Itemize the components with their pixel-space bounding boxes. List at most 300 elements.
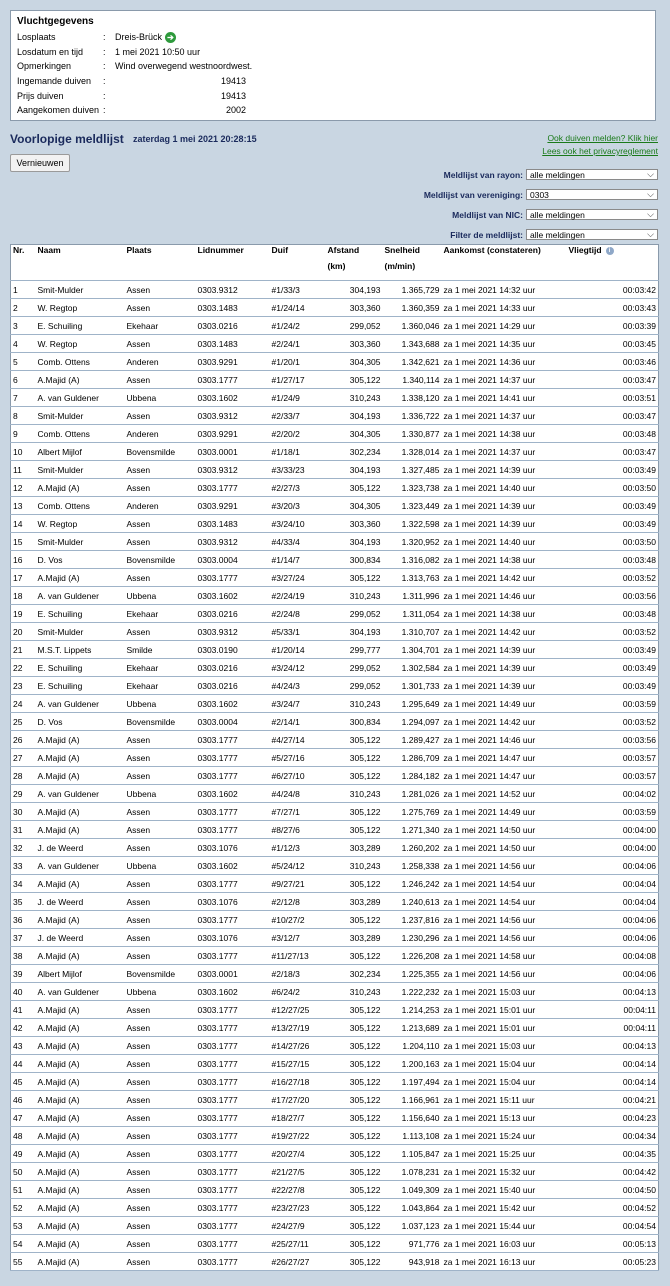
cell-lidnummer: 0303.1777	[196, 1109, 270, 1127]
cell-aankomst: za 1 mei 2021 14:39 uur	[442, 659, 567, 677]
cell-nr: 55	[11, 1253, 36, 1271]
cell-plaats: Assen	[125, 1145, 196, 1163]
cell-vliegtijd: 00:03:59	[567, 695, 659, 713]
table-row[interactable]	[11, 641, 659, 659]
cell-snelheid: 1.365,729	[383, 281, 442, 299]
cell-vliegtijd: 00:04:06	[567, 965, 659, 983]
cell-aankomst: za 1 mei 2021 14:33 uur	[442, 299, 567, 317]
table-row[interactable]	[11, 947, 659, 965]
table-row[interactable]	[11, 1217, 659, 1235]
cell-plaats: Assen	[125, 1073, 196, 1091]
cell-plaats: Assen	[125, 1235, 196, 1253]
cell-snelheid: 1.294,097	[383, 713, 442, 731]
col-vliegtijd[interactable]	[567, 245, 659, 281]
info-row-aangekomen	[17, 103, 649, 118]
cell-naam: Comb. Ottens	[36, 425, 125, 443]
cell-aankomst: za 1 mei 2021 14:38 uur	[442, 551, 567, 569]
cell-duif: #3/12/7	[270, 929, 326, 947]
cell-naam: A.Majid (A)	[36, 1145, 125, 1163]
cell-duif: #1/20/1	[270, 353, 326, 371]
cell-nr: 11	[11, 461, 36, 479]
info-colon: :	[103, 76, 106, 87]
info-value: 1 mei 2021 10:50 uur	[115, 46, 201, 57]
cell-lidnummer: 0303.1777	[196, 569, 270, 587]
cell-afstand: 305,122	[326, 947, 383, 965]
cell-nr: 13	[11, 497, 36, 515]
cell-aankomst: za 1 mei 2021 14:40 uur	[442, 479, 567, 497]
table-row[interactable]	[11, 983, 659, 1001]
cell-duif: #11/27/13	[270, 947, 326, 965]
table-row[interactable]	[11, 713, 659, 731]
cell-plaats: Bovensmilde	[125, 443, 196, 461]
cell-afstand: 305,122	[326, 1253, 383, 1271]
table-row[interactable]	[11, 965, 659, 983]
table-row[interactable]	[11, 1073, 659, 1091]
table-header-row	[11, 245, 659, 281]
col-naam[interactable]: Naam	[37, 245, 61, 255]
table-row[interactable]	[11, 1019, 659, 1037]
table-row[interactable]	[11, 461, 659, 479]
filter-label: Meldlijst van NIC:	[452, 209, 523, 220]
cell-aankomst: za 1 mei 2021 14:37 uur	[442, 371, 567, 389]
table-row[interactable]	[11, 623, 659, 641]
cell-vliegtijd: 00:03:39	[567, 317, 659, 335]
cell-duif: #1/27/17	[270, 371, 326, 389]
table-row[interactable]	[11, 803, 659, 821]
cell-vliegtijd: 00:03:45	[567, 335, 659, 353]
cell-nr: 37	[11, 929, 36, 947]
cell-snelheid: 1.320,952	[383, 533, 442, 551]
chevron-down-icon: ⌵	[647, 169, 654, 179]
cell-afstand: 305,122	[326, 1145, 383, 1163]
table-row[interactable]	[11, 605, 659, 623]
table-row[interactable]	[11, 1199, 659, 1217]
cell-lidnummer: 0303.1777	[196, 1253, 270, 1271]
cell-duif: #15/27/15	[270, 1055, 326, 1073]
cell-vliegtijd: 00:05:13	[567, 1235, 659, 1253]
cell-vliegtijd: 00:03:48	[567, 425, 659, 443]
cell-naam: W. Regtop	[36, 515, 125, 533]
cell-aankomst: za 1 mei 2021 15:01 uur	[442, 1001, 567, 1019]
cell-lidnummer: 0303.9291	[196, 425, 270, 443]
col-plaats[interactable]: Plaats	[126, 245, 152, 255]
cell-snelheid: 1.049,309	[383, 1181, 442, 1199]
cell-nr: 43	[11, 1037, 36, 1055]
cell-vliegtijd: 00:03:49	[567, 641, 659, 659]
cell-duif: #1/24/14	[270, 299, 326, 317]
cell-aankomst: za 1 mei 2021 14:47 uur	[442, 767, 567, 785]
cell-plaats: Anderen	[125, 497, 196, 515]
cell-vliegtijd: 00:03:56	[567, 731, 659, 749]
cell-afstand: 305,122	[326, 1181, 383, 1199]
cell-nr: 17	[11, 569, 36, 587]
table-row[interactable]	[11, 929, 659, 947]
cell-snelheid: 1.322,598	[383, 515, 442, 533]
cell-afstand: 305,122	[326, 1217, 383, 1235]
cell-lidnummer: 0303.0004	[196, 551, 270, 569]
cell-duif: #26/27/27	[270, 1253, 326, 1271]
table-row[interactable]	[11, 1235, 659, 1253]
cell-vliegtijd: 00:03:47	[567, 371, 659, 389]
cell-snelheid: 1.311,054	[383, 605, 442, 623]
table-row[interactable]	[11, 821, 659, 839]
cell-afstand: 305,122	[326, 1073, 383, 1091]
cell-afstand: 310,243	[326, 695, 383, 713]
table-row[interactable]	[11, 1253, 659, 1271]
cell-afstand: 305,122	[326, 1199, 383, 1217]
cell-aankomst: za 1 mei 2021 14:58 uur	[442, 947, 567, 965]
table-row[interactable]	[11, 677, 659, 695]
cell-snelheid: 1.237,816	[383, 911, 442, 929]
meldlijst-select[interactable]	[526, 229, 658, 240]
cell-naam: A.Majid (A)	[36, 1127, 125, 1145]
cell-snelheid: 1.330,877	[383, 425, 442, 443]
cell-nr: 6	[11, 371, 36, 389]
info-label: Losdatum en tijd	[17, 46, 84, 57]
table-row[interactable]	[11, 1001, 659, 1019]
filter-nic	[452, 208, 658, 221]
cell-lidnummer: 0303.1602	[196, 857, 270, 875]
cell-aankomst: za 1 mei 2021 14:40 uur	[442, 533, 567, 551]
cell-duif: #5/27/16	[270, 749, 326, 767]
cell-plaats: Assen	[125, 1019, 196, 1037]
col-aankomst[interactable]: Aankomst (constateren)	[443, 245, 541, 255]
cell-afstand: 299,052	[326, 317, 383, 335]
cell-lidnummer: 0303.1777	[196, 1235, 270, 1253]
cell-duif: #13/27/19	[270, 1019, 326, 1037]
col-nr[interactable]: Nr.	[13, 245, 25, 255]
info-label: Opmerkingen	[17, 61, 72, 72]
cell-naam: W. Regtop	[36, 299, 125, 317]
col-lidnummer[interactable]: Lidnummer	[197, 245, 244, 255]
cell-lidnummer: 0303.9312	[196, 461, 270, 479]
cell-nr: 36	[11, 911, 36, 929]
cell-snelheid: 1.295,649	[383, 695, 442, 713]
filter-meldlijst	[450, 228, 658, 241]
table-row[interactable]	[11, 1145, 659, 1163]
table-row[interactable]	[11, 317, 659, 335]
table-row[interactable]	[11, 533, 659, 551]
cell-plaats: Anderen	[125, 425, 196, 443]
cell-lidnummer: 0303.1777	[196, 1217, 270, 1235]
table-row[interactable]	[11, 1163, 659, 1181]
cell-vliegtijd: 00:04:02	[567, 785, 659, 803]
table-row[interactable]	[11, 335, 659, 353]
filter-label: Meldlijst van vereniging:	[423, 189, 523, 200]
info-row-losdatum	[17, 45, 649, 60]
nic-select[interactable]	[526, 209, 658, 220]
cell-lidnummer: 0303.1602	[196, 983, 270, 1001]
col-snelheid[interactable]	[383, 245, 442, 281]
cell-lidnummer: 0303.1602	[196, 695, 270, 713]
cell-aankomst: za 1 mei 2021 14:47 uur	[442, 749, 567, 767]
cell-snelheid: 1.316,082	[383, 551, 442, 569]
cell-duif: #2/24/1	[270, 335, 326, 353]
cell-nr: 33	[11, 857, 36, 875]
cell-vliegtijd: 00:04:54	[567, 1217, 659, 1235]
cell-snelheid: 1.213,689	[383, 1019, 442, 1037]
cell-plaats: Assen	[125, 281, 196, 299]
privacy-link[interactable]: Lees ook het privacyreglement	[542, 146, 658, 156]
cell-snelheid: 1.311,996	[383, 587, 442, 605]
cell-duif: #1/18/1	[270, 443, 326, 461]
cell-snelheid: 1.323,449	[383, 497, 442, 515]
cell-naam: A.Majid (A)	[36, 1235, 125, 1253]
losplaats-value: Dreis-Brück	[115, 31, 163, 42]
cell-afstand: 305,122	[326, 479, 383, 497]
arrow-right-icon[interactable]: ➔	[165, 32, 176, 43]
cell-plaats: Assen	[125, 461, 196, 479]
cell-duif: #23/27/23	[270, 1199, 326, 1217]
cell-duif: #24/27/9	[270, 1217, 326, 1235]
cell-duif: #17/27/20	[270, 1091, 326, 1109]
cell-snelheid: 1.336,722	[383, 407, 442, 425]
cell-snelheid: 1.214,253	[383, 1001, 442, 1019]
cell-afstand: 304,193	[326, 623, 383, 641]
table-row[interactable]	[11, 911, 659, 929]
cell-aankomst: za 1 mei 2021 14:32 uur	[442, 281, 567, 299]
cell-vliegtijd: 00:04:35	[567, 1145, 659, 1163]
cell-lidnummer: 0303.0001	[196, 443, 270, 461]
cell-duif: #6/24/2	[270, 983, 326, 1001]
cell-vliegtijd: 00:03:59	[567, 803, 659, 821]
table-row[interactable]	[11, 1055, 659, 1073]
table-row[interactable]	[11, 1109, 659, 1127]
cell-aankomst: za 1 mei 2021 14:50 uur	[442, 839, 567, 857]
table-row[interactable]	[11, 407, 659, 425]
cell-afstand: 305,122	[326, 749, 383, 767]
cell-afstand: 303,360	[326, 299, 383, 317]
cell-naam: Comb. Ottens	[36, 353, 125, 371]
cell-plaats: Ubbena	[125, 983, 196, 1001]
table-row[interactable]	[11, 551, 659, 569]
cell-vliegtijd: 00:03:46	[567, 353, 659, 371]
cell-duif: #2/24/19	[270, 587, 326, 605]
cell-snelheid: 1.310,707	[383, 623, 442, 641]
cell-plaats: Assen	[125, 749, 196, 767]
cell-nr: 34	[11, 875, 36, 893]
table-row[interactable]	[11, 497, 659, 515]
cell-aankomst: za 1 mei 2021 14:39 uur	[442, 497, 567, 515]
cell-afstand: 299,052	[326, 677, 383, 695]
table-row[interactable]	[11, 695, 659, 713]
table-row[interactable]	[11, 893, 659, 911]
table-row[interactable]	[11, 731, 659, 749]
cell-aankomst: za 1 mei 2021 15:24 uur	[442, 1127, 567, 1145]
table-row[interactable]	[11, 569, 659, 587]
select-value: alle meldingen	[530, 230, 585, 240]
cell-nr: 39	[11, 965, 36, 983]
cell-plaats: Smilde	[125, 641, 196, 659]
cell-afstand: 299,777	[326, 641, 383, 659]
cell-snelheid: 1.313,763	[383, 569, 442, 587]
table-row[interactable]	[11, 479, 659, 497]
cell-snelheid: 1.289,427	[383, 731, 442, 749]
cell-nr: 1	[11, 281, 36, 299]
cell-afstand: 305,122	[326, 1091, 383, 1109]
cell-snelheid: 1.340,114	[383, 371, 442, 389]
cell-snelheid: 1.281,026	[383, 785, 442, 803]
cell-lidnummer: 0303.9312	[196, 533, 270, 551]
cell-aankomst: za 1 mei 2021 14:39 uur	[442, 461, 567, 479]
cell-snelheid: 1.197,494	[383, 1073, 442, 1091]
cell-vliegtijd: 00:04:42	[567, 1163, 659, 1181]
cell-aankomst: za 1 mei 2021 15:11 uur	[442, 1091, 567, 1109]
cell-aankomst: za 1 mei 2021 15:01 uur	[442, 1019, 567, 1037]
cell-afstand: 305,122	[326, 371, 383, 389]
cell-plaats: Bovensmilde	[125, 965, 196, 983]
table-row[interactable]	[11, 875, 659, 893]
cell-lidnummer: 0303.1777	[196, 1163, 270, 1181]
col-duif[interactable]: Duif	[271, 245, 289, 255]
cell-nr: 29	[11, 785, 36, 803]
cell-vliegtijd: 00:04:14	[567, 1073, 659, 1091]
cell-plaats: Assen	[125, 533, 196, 551]
cell-duif: #7/27/1	[270, 803, 326, 821]
table-row[interactable]	[11, 659, 659, 677]
cell-lidnummer: 0303.0004	[196, 713, 270, 731]
chevron-down-icon: ⌵	[647, 229, 654, 239]
table-row[interactable]	[11, 299, 659, 317]
cell-afstand: 305,122	[326, 821, 383, 839]
table-row[interactable]	[11, 839, 659, 857]
table-row[interactable]	[11, 515, 659, 533]
cell-aankomst: za 1 mei 2021 14:54 uur	[442, 875, 567, 893]
select-value: 0303	[530, 190, 549, 200]
cell-duif: #2/18/3	[270, 965, 326, 983]
table-row[interactable]	[11, 857, 659, 875]
cell-vliegtijd: 00:03:47	[567, 443, 659, 461]
cell-naam: Smit-Mulder	[36, 281, 125, 299]
cell-nr: 49	[11, 1145, 36, 1163]
cell-naam: A.Majid (A)	[36, 569, 125, 587]
cell-aankomst: za 1 mei 2021 14:35 uur	[442, 335, 567, 353]
cell-snelheid: 1.200,163	[383, 1055, 442, 1073]
cell-aankomst: za 1 mei 2021 14:56 uur	[442, 857, 567, 875]
cell-nr: 47	[11, 1109, 36, 1127]
cell-nr: 9	[11, 425, 36, 443]
report-pigeons-link[interactable]: Ook duiven melden? Klik hier	[547, 133, 658, 143]
cell-plaats: Assen	[125, 515, 196, 533]
cell-snelheid: 1.204,110	[383, 1037, 442, 1055]
cell-naam: A.Majid (A)	[36, 749, 125, 767]
filter-vereniging	[424, 188, 658, 201]
refresh-button[interactable]: Vernieuwen	[10, 154, 70, 172]
results-table	[10, 244, 659, 1271]
cell-plaats: Assen	[125, 1037, 196, 1055]
table-row[interactable]	[11, 1091, 659, 1109]
table-row[interactable]	[11, 1127, 659, 1145]
cell-naam: J. de Weerd	[36, 839, 125, 857]
cell-lidnummer: 0303.1483	[196, 335, 270, 353]
table-row[interactable]	[11, 767, 659, 785]
cell-vliegtijd: 00:05:23	[567, 1253, 659, 1271]
cell-plaats: Assen	[125, 1181, 196, 1199]
cell-naam: A.Majid (A)	[36, 479, 125, 497]
rayon-select[interactable]	[526, 169, 658, 180]
cell-naam: A.Majid (A)	[36, 1253, 125, 1271]
snelheid-unit: (m/min)	[384, 261, 416, 271]
cell-plaats: Assen	[125, 1163, 196, 1181]
cell-snelheid: 943,918	[383, 1253, 442, 1271]
table-row[interactable]	[11, 749, 659, 767]
table-row[interactable]	[11, 443, 659, 461]
cell-duif: #2/24/8	[270, 605, 326, 623]
cell-vliegtijd: 00:04:06	[567, 929, 659, 947]
cell-lidnummer: 0303.9312	[196, 407, 270, 425]
cell-lidnummer: 0303.1777	[196, 1019, 270, 1037]
table-row[interactable]	[11, 1181, 659, 1199]
cell-afstand: 304,305	[326, 425, 383, 443]
cell-naam: Smit-Mulder	[36, 623, 125, 641]
cell-plaats: Ubbena	[125, 695, 196, 713]
cell-vliegtijd: 00:04:23	[567, 1109, 659, 1127]
header-links	[542, 132, 658, 158]
cell-duif: #4/27/14	[270, 731, 326, 749]
cell-nr: 22	[11, 659, 36, 677]
table-row[interactable]	[11, 785, 659, 803]
cell-nr: 54	[11, 1235, 36, 1253]
col-afstand[interactable]	[326, 245, 383, 281]
table-row[interactable]	[11, 425, 659, 443]
cell-naam: E. Schuiling	[36, 317, 125, 335]
cell-aankomst: za 1 mei 2021 14:46 uur	[442, 587, 567, 605]
cell-duif: #2/20/2	[270, 425, 326, 443]
table-row[interactable]	[11, 281, 659, 299]
cell-snelheid: 1.230,296	[383, 929, 442, 947]
cell-afstand: 304,193	[326, 281, 383, 299]
cell-duif: #3/33/23	[270, 461, 326, 479]
cell-lidnummer: 0303.1777	[196, 371, 270, 389]
cell-aankomst: za 1 mei 2021 14:39 uur	[442, 677, 567, 695]
cell-aankomst: za 1 mei 2021 14:39 uur	[442, 515, 567, 533]
cell-aankomst: za 1 mei 2021 14:38 uur	[442, 605, 567, 623]
info-icon[interactable]: i	[606, 247, 614, 255]
cell-vliegtijd: 00:04:00	[567, 839, 659, 857]
cell-lidnummer: 0303.1777	[196, 749, 270, 767]
table-row[interactable]	[11, 1037, 659, 1055]
info-colon: :	[103, 105, 106, 116]
cell-plaats: Assen	[125, 1199, 196, 1217]
cell-afstand: 305,122	[326, 1001, 383, 1019]
cell-snelheid: 1.260,202	[383, 839, 442, 857]
cell-naam: A.Majid (A)	[36, 1109, 125, 1127]
cell-duif: #22/27/8	[270, 1181, 326, 1199]
cell-nr: 44	[11, 1055, 36, 1073]
cell-afstand: 310,243	[326, 587, 383, 605]
cell-afstand: 304,305	[326, 353, 383, 371]
vereniging-select[interactable]	[526, 189, 658, 200]
cell-duif: #20/27/4	[270, 1145, 326, 1163]
cell-nr: 35	[11, 893, 36, 911]
cell-lidnummer: 0303.1076	[196, 929, 270, 947]
cell-lidnummer: 0303.1777	[196, 1127, 270, 1145]
cell-plaats: Assen	[125, 335, 196, 353]
cell-afstand: 300,834	[326, 551, 383, 569]
table-row[interactable]	[11, 353, 659, 371]
cell-nr: 24	[11, 695, 36, 713]
table-row[interactable]	[11, 371, 659, 389]
cell-vliegtijd: 00:03:56	[567, 587, 659, 605]
cell-duif: #10/27/2	[270, 911, 326, 929]
cell-vliegtijd: 00:03:57	[567, 749, 659, 767]
afstand-label: Afstand	[327, 245, 360, 255]
table-row[interactable]	[11, 587, 659, 605]
cell-vliegtijd: 00:04:52	[567, 1199, 659, 1217]
info-row-ingemande	[17, 74, 649, 89]
table-row[interactable]	[11, 389, 659, 407]
list-timestamp: zaterdag 1 mei 2021 20:28:15	[133, 134, 257, 144]
